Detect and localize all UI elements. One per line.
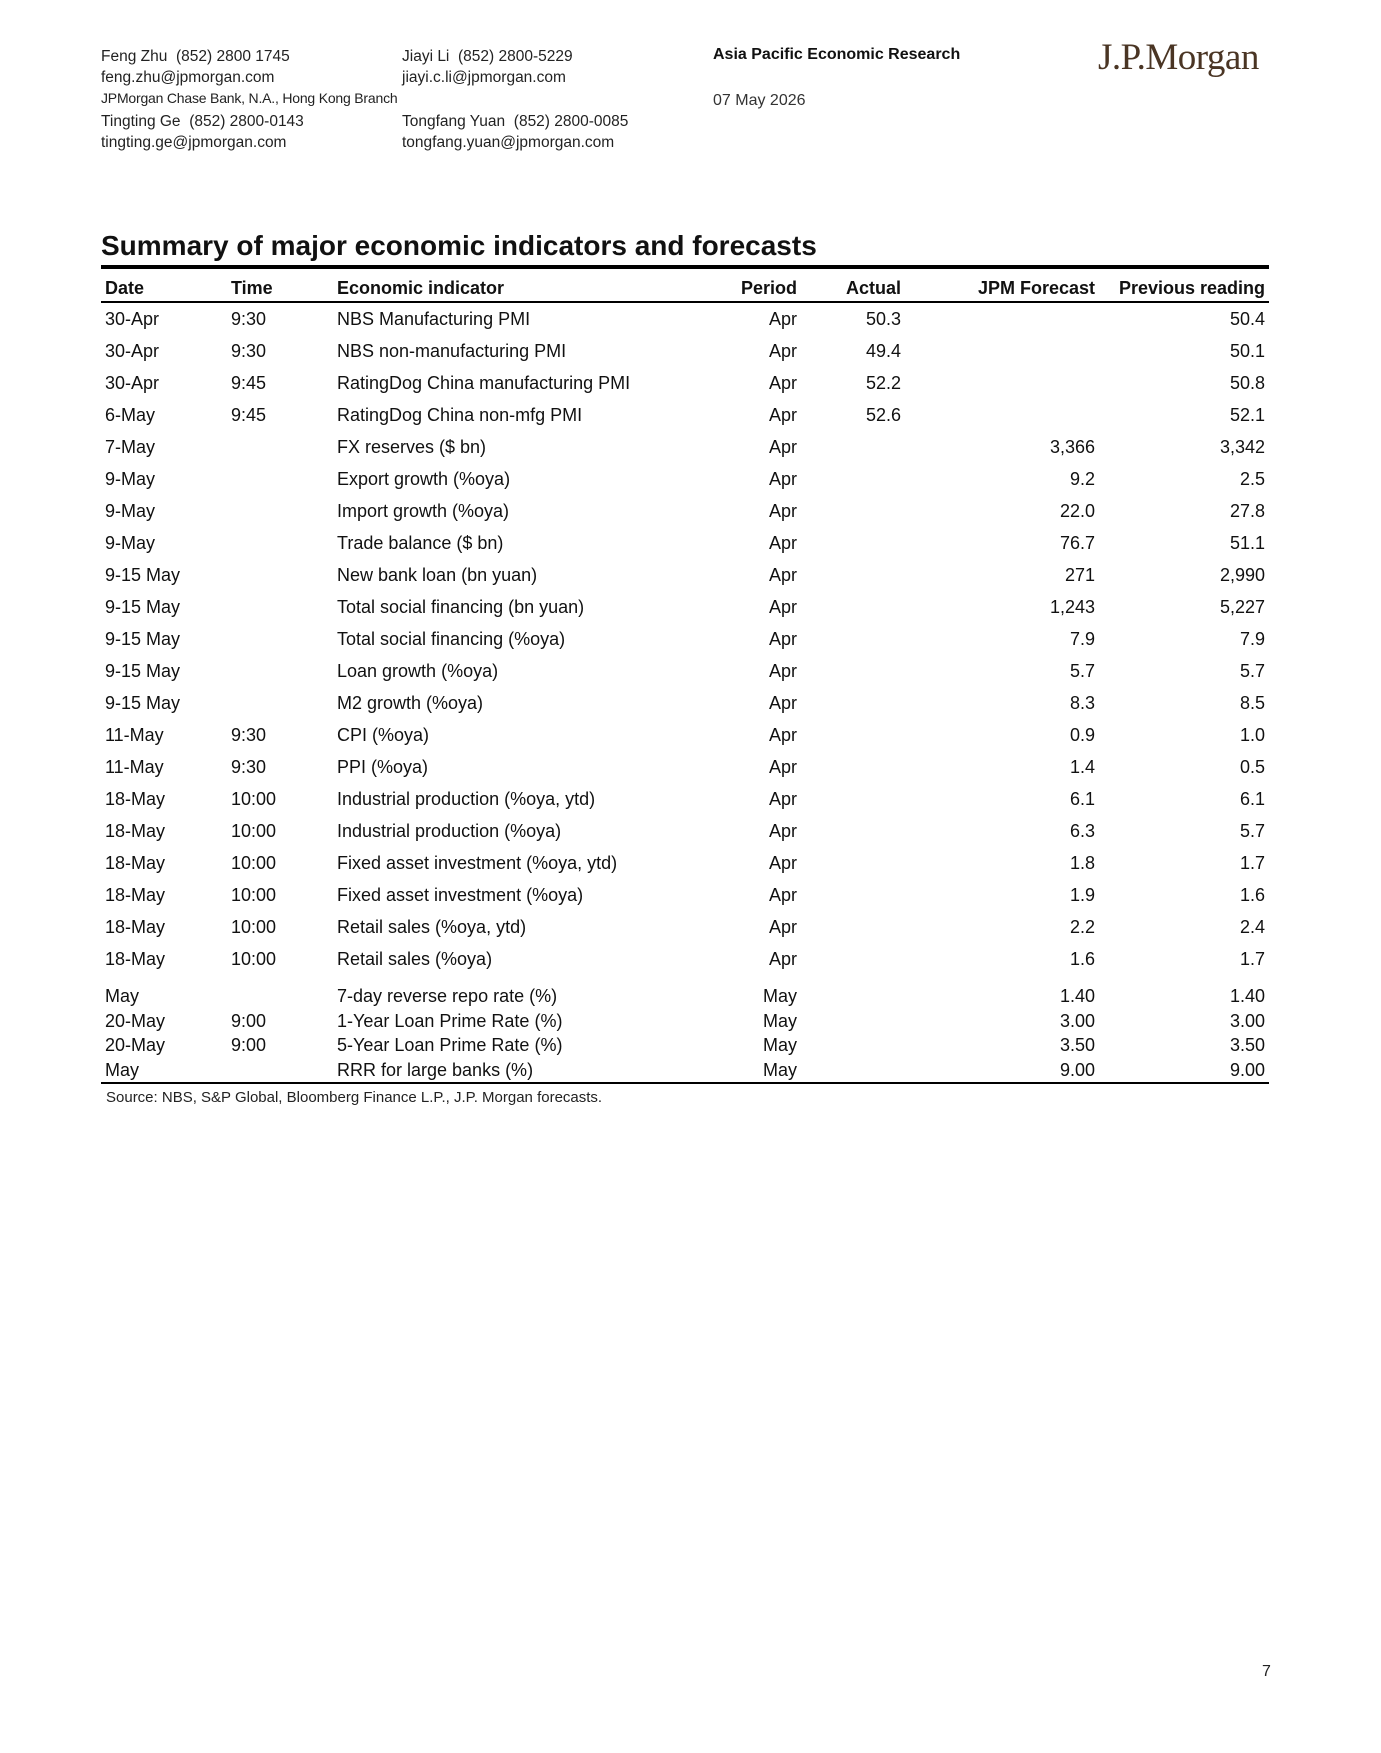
cell-actual: 50.3 — [865, 308, 901, 329]
cell-period: May — [762, 986, 797, 1007]
cell-actual — [801, 911, 905, 943]
cell-previous-reading: 5,227 — [1219, 596, 1265, 617]
table-row — [101, 431, 1269, 463]
cell-date: 30-Apr — [105, 340, 160, 361]
cell-period: Apr — [768, 724, 797, 745]
cell-jpm-forecast: 1,243 — [1049, 596, 1095, 617]
cell-jpm-forecast: 5.7 — [1069, 660, 1095, 681]
contact-name: Tongfang Yuan — [402, 113, 506, 130]
cell-actual — [801, 815, 905, 847]
cell-previous-reading: 27.8 — [1229, 500, 1265, 521]
table-row — [101, 783, 1269, 815]
cell-time — [227, 623, 333, 655]
table-body-indicators — [101, 302, 1269, 975]
cell-actual — [801, 591, 905, 623]
cell-time: 9:30 — [231, 756, 267, 777]
page-number: 7 — [1262, 1663, 1271, 1680]
cell-actual — [801, 975, 905, 1009]
cell-indicator: NBS non-manufacturing PMI — [337, 340, 567, 361]
col-header-jpm-forecast: JPM Forecast — [905, 269, 1099, 302]
contact-tingting-ge — [101, 111, 304, 153]
contact-email[interactable]: tongfang.yuan@jpmorgan.com — [402, 134, 615, 151]
cell-period: Apr — [768, 596, 797, 617]
table-row — [101, 399, 1269, 431]
cell-time: 9:30 — [231, 308, 267, 329]
cell-time: 9:00 — [231, 1010, 267, 1031]
cell-jpm-forecast: 22.0 — [1059, 500, 1095, 521]
cell-jpm-forecast: 271 — [1064, 564, 1095, 585]
cell-previous-reading: 1.40 — [1229, 986, 1265, 1007]
cell-period: Apr — [768, 884, 797, 905]
cell-time — [227, 591, 333, 623]
col-header-actual: Actual — [801, 269, 905, 302]
cell-indicator: Total social financing (%oya) — [337, 628, 566, 649]
cell-time: 10:00 — [231, 820, 277, 841]
table-row — [101, 335, 1269, 367]
table-row-policy-rate — [101, 1033, 1269, 1058]
cell-date: 9-15 May — [105, 628, 181, 649]
cell-actual — [801, 655, 905, 687]
table-row — [101, 879, 1269, 911]
indicators-table-container — [101, 265, 1269, 1106]
cell-date: 9-May — [105, 500, 156, 521]
cell-actual — [801, 623, 905, 655]
cell-period: Apr — [768, 916, 797, 937]
jpmorgan-logo: J.P.Morgan — [1098, 37, 1259, 78]
table-row — [101, 847, 1269, 879]
contact-email[interactable]: tingting.ge@jpmorgan.com — [101, 134, 287, 151]
cell-indicator: CPI (%oya) — [337, 724, 430, 745]
table-header-row — [101, 269, 1269, 302]
cell-period: Apr — [768, 372, 797, 393]
contact-tongfang-yuan — [402, 111, 628, 153]
cell-date: 18-May — [105, 884, 166, 905]
cell-actual — [801, 559, 905, 591]
cell-jpm-forecast: 1.4 — [1069, 756, 1095, 777]
cell-indicator: M2 growth (%oya) — [337, 692, 484, 713]
table-row — [101, 367, 1269, 399]
cell-jpm-forecast: 8.3 — [1069, 692, 1095, 713]
table-body-policy-rates — [101, 975, 1269, 1082]
cell-time — [227, 1058, 333, 1083]
cell-actual: 49.4 — [865, 340, 901, 361]
cell-date: 9-15 May — [105, 596, 181, 617]
cell-actual — [801, 1009, 905, 1034]
contact-email[interactable]: jiayi.c.li@jpmorgan.com — [402, 69, 566, 86]
cell-jpm-forecast: 0.9 — [1069, 724, 1095, 745]
cell-previous-reading: 2,990 — [1219, 564, 1265, 585]
cell-date: 18-May — [105, 852, 166, 873]
cell-date: 18-May — [105, 948, 166, 969]
cell-period: Apr — [768, 692, 797, 713]
cell-date: 6-May — [105, 404, 156, 425]
cell-indicator: PPI (%oya) — [337, 756, 429, 777]
cell-indicator: Total social financing (bn yuan) — [337, 596, 585, 617]
cell-actual — [801, 1033, 905, 1058]
table-row — [101, 815, 1269, 847]
cell-period: Apr — [768, 564, 797, 585]
cell-time — [227, 559, 333, 591]
cell-jpm-forecast: 9.00 — [1059, 1059, 1095, 1080]
contact-affiliation: JPMorgan Chase Bank, N.A., Hong Kong Branch — [101, 90, 398, 106]
cell-period: Apr — [768, 948, 797, 969]
cell-indicator: RatingDog China non-mfg PMI — [337, 404, 583, 425]
cell-date: 11-May — [105, 724, 164, 745]
cell-previous-reading: 2.5 — [1239, 468, 1265, 489]
cell-indicator: Industrial production (%oya, ytd) — [337, 788, 596, 809]
cell-jpm-forecast: 1.6 — [1069, 948, 1095, 969]
cell-previous-reading: 3,342 — [1219, 436, 1265, 457]
cell-period: Apr — [768, 660, 797, 681]
cell-jpm-forecast: 1.8 — [1069, 852, 1095, 873]
publication-date: 07 May 2026 — [713, 92, 806, 109]
cell-actual — [801, 1058, 905, 1083]
table-row-policy-rate — [101, 975, 1269, 1009]
cell-previous-reading: 1.6 — [1239, 884, 1265, 905]
cell-indicator: Export growth (%oya) — [337, 468, 511, 489]
cell-time — [227, 463, 333, 495]
cell-indicator: RatingDog China manufacturing PMI — [337, 372, 631, 393]
cell-jpm-forecast: 3,366 — [1049, 436, 1095, 457]
col-header-time: Time — [227, 269, 333, 302]
cell-date: 9-15 May — [105, 660, 181, 681]
table-row — [101, 943, 1269, 975]
cell-jpm-forecast — [905, 335, 1099, 367]
cell-jpm-forecast: 76.7 — [1059, 532, 1095, 553]
cell-period: Apr — [768, 340, 797, 361]
table-row — [101, 463, 1269, 495]
cell-actual — [801, 463, 905, 495]
cell-previous-reading: 50.4 — [1229, 308, 1265, 329]
cell-period: Apr — [768, 820, 797, 841]
cell-previous-reading: 9.00 — [1229, 1059, 1265, 1080]
cell-period: Apr — [768, 756, 797, 777]
cell-period: Apr — [768, 500, 797, 521]
cell-actual: 52.6 — [865, 404, 901, 425]
cell-time: 10:00 — [231, 788, 277, 809]
cell-date: 20-May — [105, 1010, 166, 1031]
cell-previous-reading: 3.50 — [1229, 1035, 1265, 1056]
cell-actual — [801, 943, 905, 975]
cell-indicator: Import growth (%oya) — [337, 500, 510, 521]
cell-period: Apr — [768, 532, 797, 553]
cell-date: 18-May — [105, 916, 166, 937]
table-row — [101, 527, 1269, 559]
contact-phone: (852) 2800 1745 — [175, 48, 290, 65]
cell-period: Apr — [768, 308, 797, 329]
cell-previous-reading: 52.1 — [1229, 404, 1265, 425]
cell-jpm-forecast: 9.2 — [1069, 468, 1095, 489]
cell-jpm-forecast: 1.40 — [1059, 986, 1095, 1007]
cell-jpm-forecast: 1.9 — [1069, 884, 1095, 905]
cell-indicator: Industrial production (%oya) — [337, 820, 562, 841]
cell-previous-reading: 0.5 — [1239, 756, 1265, 777]
research-title: Asia Pacific Economic Research — [713, 46, 961, 63]
cell-date: 7-May — [105, 436, 156, 457]
col-header-indicator: Economic indicator — [333, 269, 709, 302]
cell-previous-reading: 1.0 — [1239, 724, 1265, 745]
cell-period: May — [762, 1010, 797, 1031]
cell-jpm-forecast: 3.50 — [1059, 1035, 1095, 1056]
cell-actual: 52.2 — [865, 372, 901, 393]
contact-jiayi-li — [402, 46, 573, 88]
cell-previous-reading: 50.1 — [1229, 340, 1265, 361]
cell-indicator: 7-day reverse repo rate (%) — [337, 986, 558, 1007]
cell-period: Apr — [768, 468, 797, 489]
cell-date: May — [105, 1059, 140, 1080]
cell-actual — [801, 527, 905, 559]
table-row — [101, 751, 1269, 783]
cell-jpm-forecast: 6.3 — [1069, 820, 1095, 841]
source-note: Source: NBS, S&P Global, Bloomberg Finance L.P., J.P. Morgan forecasts. — [106, 1089, 603, 1106]
cell-actual — [801, 719, 905, 751]
cell-indicator: 5-Year Loan Prime Rate (%) — [337, 1035, 563, 1056]
cell-jpm-forecast: 3.00 — [1059, 1010, 1095, 1031]
cell-actual — [801, 879, 905, 911]
cell-jpm-forecast — [905, 367, 1099, 399]
cell-previous-reading: 5.7 — [1239, 660, 1265, 681]
contact-name: Feng Zhu — [101, 48, 168, 65]
indicators-table — [101, 269, 1269, 1082]
contact-phone: (852) 2800-0143 — [189, 113, 304, 130]
table-row — [101, 623, 1269, 655]
cell-time: 9:45 — [231, 372, 267, 393]
cell-jpm-forecast — [905, 302, 1099, 335]
cell-previous-reading: 7.9 — [1239, 628, 1265, 649]
cell-time — [227, 431, 333, 463]
cell-date: 20-May — [105, 1035, 166, 1056]
cell-date: 11-May — [105, 756, 164, 777]
contact-name: Tingting Ge — [101, 113, 181, 130]
cell-time: 10:00 — [231, 916, 277, 937]
cell-time — [227, 975, 333, 1009]
cell-date: 9-May — [105, 468, 156, 489]
cell-jpm-forecast: 7.9 — [1069, 628, 1095, 649]
cell-indicator: FX reserves ($ bn) — [337, 436, 487, 457]
table-row — [101, 911, 1269, 943]
cell-date: 18-May — [105, 788, 166, 809]
cell-time: 10:00 — [231, 852, 277, 873]
cell-jpm-forecast: 6.1 — [1069, 788, 1095, 809]
cell-date: 30-Apr — [105, 372, 160, 393]
cell-previous-reading: 8.5 — [1239, 692, 1265, 713]
contact-phone: (852) 2800-0085 — [513, 113, 629, 130]
cell-previous-reading: 2.4 — [1239, 916, 1265, 937]
cell-date: 30-Apr — [105, 308, 160, 329]
cell-previous-reading: 6.1 — [1239, 788, 1265, 809]
cell-indicator: Trade balance ($ bn) — [337, 532, 504, 553]
cell-date: 18-May — [105, 820, 166, 841]
cell-indicator: New bank loan (bn yuan) — [337, 564, 538, 585]
cell-time — [227, 655, 333, 687]
cell-time: 10:00 — [231, 948, 277, 969]
cell-date: 9-15 May — [105, 564, 181, 585]
table-row-policy-rate — [101, 1058, 1269, 1083]
cell-indicator: NBS Manufacturing PMI — [337, 308, 531, 329]
cell-period: May — [762, 1059, 797, 1080]
contact-feng-zhu — [101, 46, 397, 109]
cell-period: Apr — [768, 436, 797, 457]
cell-period: Apr — [768, 628, 797, 649]
cell-period: Apr — [768, 788, 797, 809]
cell-actual — [801, 847, 905, 879]
cell-time: 9:00 — [231, 1035, 267, 1056]
cell-previous-reading: 5.7 — [1239, 820, 1265, 841]
cell-period: May — [762, 1035, 797, 1056]
cell-jpm-forecast: 2.2 — [1069, 916, 1095, 937]
cell-previous-reading: 51.1 — [1229, 532, 1265, 553]
cell-period: Apr — [768, 404, 797, 425]
cell-indicator: Fixed asset investment (%oya) — [337, 884, 584, 905]
table-row — [101, 302, 1269, 335]
col-header-period: Period — [709, 269, 801, 302]
cell-time — [227, 495, 333, 527]
contact-phone: (852) 2800-5229 — [458, 48, 573, 65]
cell-previous-reading: 1.7 — [1239, 948, 1265, 969]
cell-actual — [801, 751, 905, 783]
cell-jpm-forecast — [905, 399, 1099, 431]
cell-date: 9-May — [105, 532, 156, 553]
cell-actual — [801, 687, 905, 719]
cell-date: 9-15 May — [105, 692, 181, 713]
cell-date: May — [105, 986, 140, 1007]
cell-time — [227, 687, 333, 719]
table-row — [101, 495, 1269, 527]
table-row — [101, 655, 1269, 687]
cell-indicator: Retail sales (%oya, ytd) — [337, 916, 527, 937]
cell-indicator: Loan growth (%oya) — [337, 660, 499, 681]
cell-indicator: RRR for large banks (%) — [337, 1059, 534, 1080]
cell-indicator: 1-Year Loan Prime Rate (%) — [337, 1010, 563, 1031]
cell-actual — [801, 495, 905, 527]
cell-time: 9:30 — [231, 340, 267, 361]
table-row — [101, 591, 1269, 623]
cell-time: 10:00 — [231, 884, 277, 905]
cell-time: 9:45 — [231, 404, 267, 425]
cell-indicator: Retail sales (%oya) — [337, 948, 493, 969]
table-title: Summary of major economic indicators and forecasts — [101, 230, 817, 261]
table-row — [101, 559, 1269, 591]
cell-time: 9:30 — [231, 724, 267, 745]
cell-previous-reading: 50.8 — [1229, 372, 1265, 393]
cell-time — [227, 527, 333, 559]
cell-previous-reading: 3.00 — [1229, 1010, 1265, 1031]
table-row — [101, 719, 1269, 751]
contact-email[interactable]: feng.zhu@jpmorgan.com — [101, 69, 275, 86]
cell-indicator: Fixed asset investment (%oya, ytd) — [337, 852, 618, 873]
cell-previous-reading: 1.7 — [1239, 852, 1265, 873]
col-header-previous-reading: Previous reading — [1099, 269, 1269, 302]
col-header-date: Date — [101, 269, 227, 302]
cell-period: Apr — [768, 852, 797, 873]
contact-name: Jiayi Li — [402, 48, 450, 65]
cell-actual — [801, 431, 905, 463]
cell-actual — [801, 783, 905, 815]
table-row-policy-rate — [101, 1009, 1269, 1034]
table-row — [101, 687, 1269, 719]
